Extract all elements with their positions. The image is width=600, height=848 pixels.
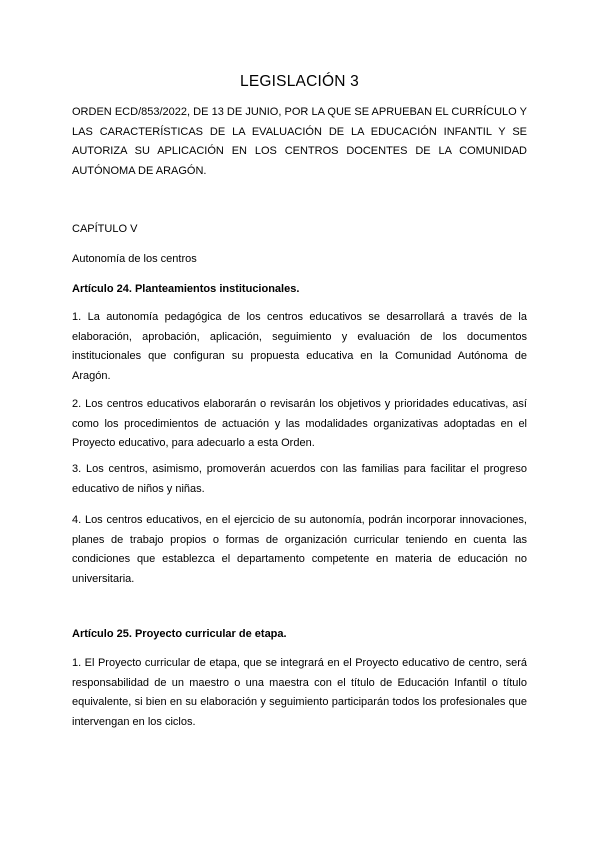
article-25-title: Artículo 25. Proyecto curricular de etapa. [72, 628, 287, 640]
article-25-paragraph-1: 1. El Proyecto curricular de etapa, que se integrará en el Proyecto educativo de centro, será responsabilidad de un maestro o una maestra con el título de Educación Infantil o título equivalente, si bien en su elaboración y seguimiento participarán todos los profesionales que intervengan en los ciclos. [72, 657, 527, 728]
order-heading: ORDEN ECD/853/2022, DE 13 DE JUNIO, POR LA QUE SE APRUEBAN EL CURRÍCULO Y LAS CARACTERÍSTICAS DE LA EVALUACIÓN DE LA EDUCACIÓN INFANTIL Y SE AUTORIZA SU APLICACIÓN EN LOS CENTROS DOCENTES DE LA COMUNIDAD AUTÓNOMA DE ARAGÓN. [72, 106, 527, 177]
page-title: LEGISLACIÓN 3 [240, 73, 359, 90]
article-24-paragraph-1: 1. La autonomía pedagógica de los centros educativos se desarrollará a través de la elaboración, aprobación, aplicación, seguimiento y evaluación de los documentos institucionales que configuran su propuesta educativa en la Comunidad Autónoma de Aragón. [72, 311, 527, 382]
chapter-number: CAPÍTULO V [72, 223, 138, 235]
article-24-title: Artículo 24. Planteamientos institucionales. [72, 283, 300, 295]
article-24-paragraph-3: 3. Los centros, asimismo, promoverán acuerdos con las familias para facilitar el progreso educativo de niños y niñas. [72, 463, 527, 495]
article-24-paragraph-4: 4. Los centros educativos, en el ejercicio de su autonomía, podrán incorporar innovaciones, planes de trabajo propios o formas de organización curricular teniendo en cuenta las condiciones que establezca el departamento competente en materia de educación no universitaria. [72, 514, 527, 585]
chapter-title: Autonomía de los centros [72, 253, 197, 265]
article-24-paragraph-2: 2. Los centros educativos elaborarán o revisarán los objetivos y prioridades educativas, así como los procedimientos de actuación y las modalidades organizativas adoptadas en el Proyecto educativo, para adecuarlo a esta Orden. [72, 398, 527, 449]
